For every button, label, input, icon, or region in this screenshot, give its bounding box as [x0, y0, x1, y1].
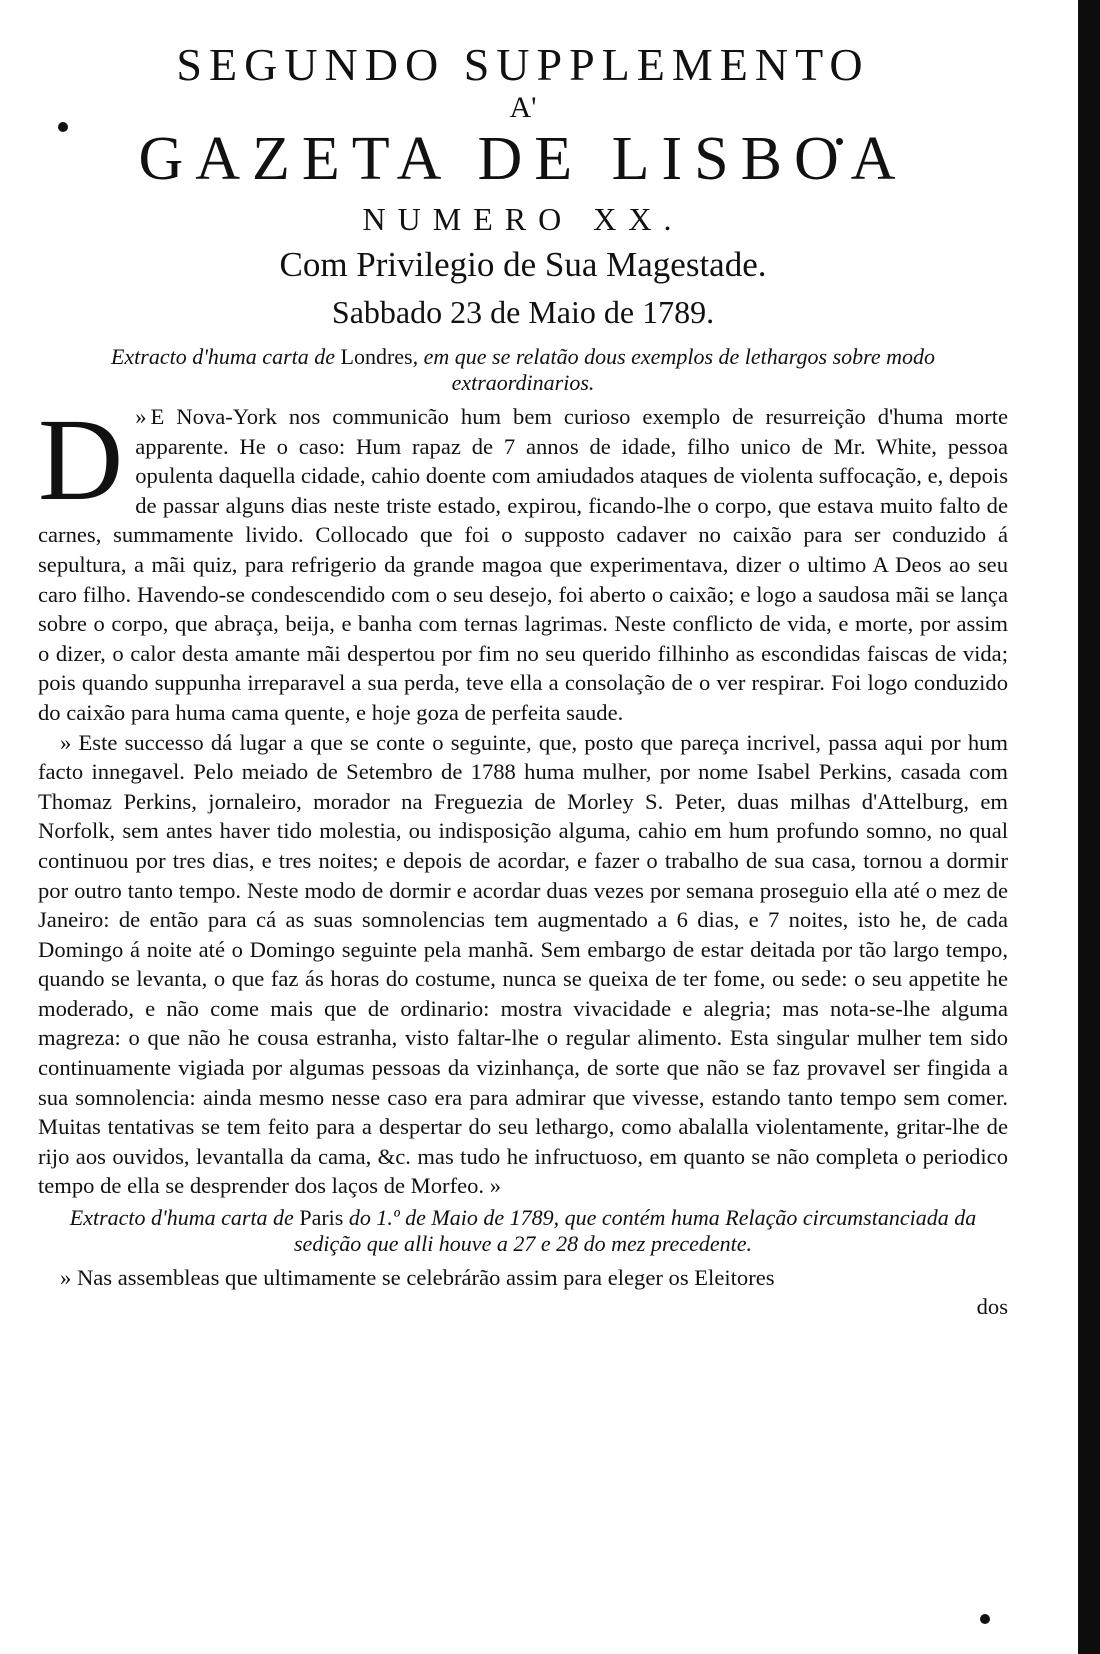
article-heading — [56, 344, 990, 396]
gazette-page — [38, 38, 1008, 1321]
quote-mark: » — [135, 404, 147, 429]
article-heading — [56, 1205, 990, 1257]
catchword: dos — [976, 1293, 1008, 1319]
privilege-line: Com Privilegio de Sua Magestade. — [279, 245, 767, 284]
heading-part: do 1.º de Maio de 1789, que contém huma Relação circumstanciada da sedição que alli houve a 27 e 28 do mez precedente. — [294, 1205, 977, 1257]
article-paragraph: » Este successo dá lugar a que se conte o seguinte, que, posto que pareça incrivel, passa aqui por hum facto innegavel. Pelo meiado de Setembro de 1788 huma mulher, por nome Isabel Perkins, casada com Thomaz Perkins, jornaleiro, morador na Freguezia de Morley S. Peter, duas milhas d'Attelburg, em Norfolk, sem antes haver tido molestia, ou indisposição alguma, cahio em hum profundo somno, no qual continuou por tres dias, e tres noites; e depois de acordar, e fazer o trabalho de sua casa, tornou a dormir por outro tanto tempo. Neste modo de dormir e acordar duas vezes por semana proseguio ella até o mez de Janeiro: de então para cá as suas somnolencias tem augmentado a 6 dias, e 7 noites, isto he, de cada Domingo á noite até o Domingo seguinte pela manhã. Sem embargo de estar deitada por tão largo tempo, quando se levanta, o que faz ás horas do costume, nunca se queixa de ter fome, ou sede: o seu appetite he moderado, e não come mais que de ordinario: mostra vivacidade e alegria; mas nota-se-lhe alguma magreza: o que não he cousa estranha, visto faltar-lhe o regular alimento. Esta singular mulher tem sido continuamente vigiada por algumas pessoas da vizinhança, de sorte que não se faz provavel ser fingida a sua somnolencia: ainda mesmo nesse caso era para admirar que vivesse, estando tanto tempo sem comer. Muitas tentativas se tem feito para a despertar do seu lethargo, como abalalla violentamente, gritar-lhe de rijo aos ouvidos, levantalla da cama, &c. mas tudo he infructuoso, em quanto se não completa o periodico tempo de ella se desprender dos laços de Morfeo. » — [38, 729, 1008, 1199]
page-edge-shadow — [1078, 0, 1100, 1654]
article-london — [38, 344, 1008, 1201]
drop-cap: D — [38, 394, 124, 525]
article-paragraph: » Nas assembleas que ultimamente se celebrárão assim para eleger os Eleitores — [60, 1265, 775, 1291]
issue-number: NUMERO XX. — [362, 201, 684, 237]
heading-city: Londres — [340, 344, 413, 369]
heading-part: , em que se relatão dous exemplos de lethargos sobre modo extraordinarios. — [412, 344, 936, 395]
ink-dot — [980, 1614, 990, 1624]
heading-city: Paris — [299, 1205, 344, 1231]
article-paragraph — [38, 394, 1008, 728]
masthead — [38, 38, 1008, 334]
masthead-line1: SEGUNDO SUPPLEMENTO — [176, 39, 870, 90]
heading-part: Extracto d'huma carta de — [69, 1205, 294, 1231]
issue-date: Sabbado 23 de Maio de 1789. — [331, 294, 715, 330]
heading-part: Extracto d'huma carta de — [110, 344, 336, 369]
masthead-line2: A' — [509, 91, 537, 124]
article-paris — [38, 1205, 1008, 1321]
paragraph-text: E Nova-York nos communicão hum bem curioso exemplo de resurreição d'huma morte apparente. He o caso: Hum rapaz de 7 annos de idade, filho unico de Mr. White, pessoa opulenta daquella cidade, cahio doente com amiudados ataques de violenta suffocação, e, depois de passar alguns dias neste triste estado, expirou, ficando-lhe o corpo, que estava muito falto de carnes, summamente livido. Collocado que foi o supposto cadaver no caixão para ser conduzido á sepultura, a mãi quiz, para refrigerio da grande magoa que experimentava, dizer o ultimo A Deos ao seu caro filho. Havendo-se condescendido com o seu desejo, foi aberto o caixão; e logo a saudosa mãi se lança sobre o corpo, que abraça, beija, e banha com ternas lagrimas. Neste conflicto de vida, e morte, por assim o dizer, o calor desta amante mãi despertou por fim no seu querido filhinho as escondidas faiscas de vida; pois quando suppunha irreparavel a sua perda, teve ella a consolação de o ver respirar. Foi logo conduzido do caixão para huma cama quente, e hoje goza de perfeita saude. — [38, 404, 1008, 725]
masthead-title: GAZETA DE LISBOA — [138, 125, 908, 193]
